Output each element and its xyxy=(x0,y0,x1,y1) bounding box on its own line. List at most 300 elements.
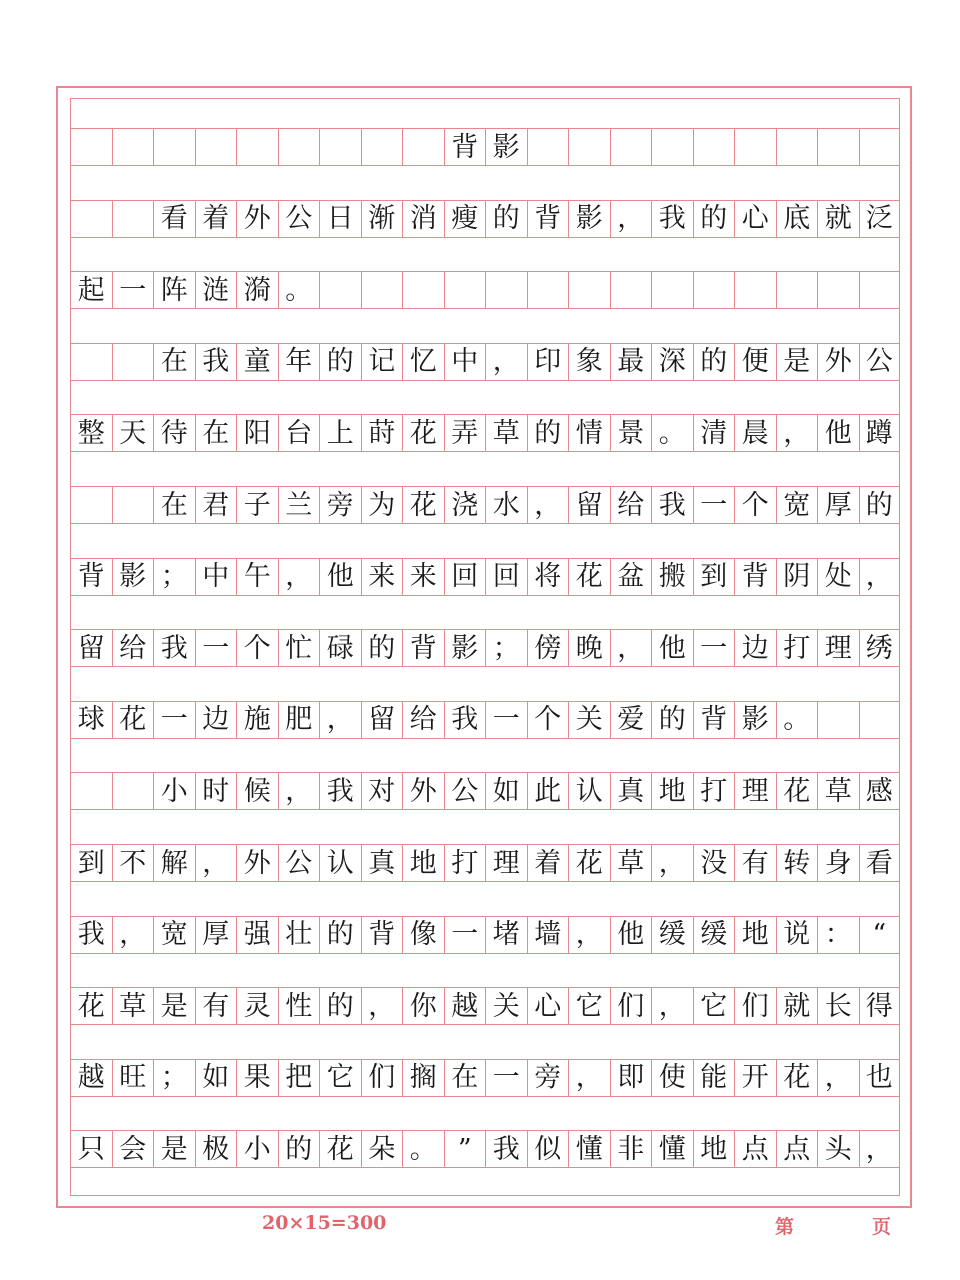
grid-cell: 花 xyxy=(568,558,610,596)
grid-cell: 童 xyxy=(236,343,278,381)
grid-cell: 能 xyxy=(693,1059,735,1097)
grid-cell: 蹲 xyxy=(859,414,901,452)
grid-cell: 便 xyxy=(734,343,776,381)
grid-cell xyxy=(70,772,112,810)
grid-cell: 我 xyxy=(651,200,693,238)
grid-cell: ， xyxy=(859,1130,901,1168)
grid-cell: 堵 xyxy=(485,916,527,954)
grid-cell: 性 xyxy=(278,987,320,1025)
grid-cell: 的 xyxy=(527,414,569,452)
grid-cell: 施 xyxy=(236,701,278,739)
grid-cell: 个 xyxy=(734,486,776,524)
grid-cell: 他 xyxy=(610,916,652,954)
grid-cell: 留 xyxy=(361,701,403,739)
grid-cell xyxy=(444,271,486,309)
grid-cell xyxy=(153,128,195,166)
grid-cell: 花 xyxy=(776,1059,818,1097)
grid-cell: ， xyxy=(568,916,610,954)
grid-cell: 宽 xyxy=(776,486,818,524)
grid-cell: 有 xyxy=(734,844,776,882)
grid-cell xyxy=(527,271,569,309)
grid-cell: 头 xyxy=(817,1130,859,1168)
grid-cell xyxy=(112,128,154,166)
grid-cell: 景 xyxy=(610,414,652,452)
grid-cell: ， xyxy=(610,200,652,238)
grid-cell: 外 xyxy=(402,772,444,810)
grid-cell: 他 xyxy=(651,629,693,667)
grid-cell: 打 xyxy=(776,629,818,667)
grid-cell: 影 xyxy=(485,128,527,166)
page-label-di: 第 xyxy=(775,1216,795,1238)
grid-cell: 花 xyxy=(402,414,444,452)
grid-cell: 地 xyxy=(651,772,693,810)
grid-cell: 缓 xyxy=(693,916,735,954)
grid-cell: 开 xyxy=(734,1059,776,1097)
grid-cell: 深 xyxy=(651,343,693,381)
grid-cell: 影 xyxy=(734,701,776,739)
grid-cell: 打 xyxy=(444,844,486,882)
grid-cell: 说 xyxy=(776,916,818,954)
grid-cell: 时 xyxy=(195,772,237,810)
grid-cell xyxy=(734,271,776,309)
grid-cell: 看 xyxy=(859,844,901,882)
grid-cell: 一 xyxy=(444,916,486,954)
grid-cell: 背 xyxy=(734,558,776,596)
grid-cell: 我 xyxy=(195,343,237,381)
grid-cell: 得 xyxy=(859,987,901,1025)
grid-cell: 到 xyxy=(693,558,735,596)
grid-cell xyxy=(568,271,610,309)
grid-cell xyxy=(70,128,112,166)
grid-cell: 背 xyxy=(444,128,486,166)
grid-row xyxy=(70,916,900,954)
grid-cell: ， xyxy=(651,987,693,1025)
grid-cell xyxy=(112,772,154,810)
grid-cell: 在 xyxy=(153,343,195,381)
grid-cell: 它 xyxy=(693,987,735,1025)
grid-cell xyxy=(70,200,112,238)
grid-cell: 草 xyxy=(485,414,527,452)
grid-cell: 小 xyxy=(236,1130,278,1168)
grid-cell: 只 xyxy=(70,1130,112,1168)
grid-cell: ； xyxy=(485,629,527,667)
grid-cell xyxy=(70,486,112,524)
grid-cell: 旁 xyxy=(527,1059,569,1097)
grid-cell: 朵 xyxy=(361,1130,403,1168)
grid-cell: 是 xyxy=(153,1130,195,1168)
grid-cell: 此 xyxy=(527,772,569,810)
grid-cell xyxy=(112,486,154,524)
grid-cell: 理 xyxy=(817,629,859,667)
grid-cell: 着 xyxy=(527,844,569,882)
grid-cell: 公 xyxy=(278,200,320,238)
grid-row xyxy=(70,1059,900,1097)
grid-cell: 理 xyxy=(485,844,527,882)
grid-cell: 个 xyxy=(527,701,569,739)
grid-cell: 背 xyxy=(402,629,444,667)
grid-cell: 缓 xyxy=(651,916,693,954)
grid-cell: 们 xyxy=(610,987,652,1025)
grid-cell: ； xyxy=(153,1059,195,1097)
grid-cell: 留 xyxy=(70,629,112,667)
grid-cell xyxy=(693,128,735,166)
grid-cell: 他 xyxy=(319,558,361,596)
grid-cell: ， xyxy=(278,772,320,810)
grid-cell: 公 xyxy=(444,772,486,810)
grid-cell: 给 xyxy=(112,629,154,667)
grid-cell: 转 xyxy=(776,844,818,882)
grid-cell: 心 xyxy=(527,987,569,1025)
grid-cell: 日 xyxy=(319,200,361,238)
grid-cell: 的 xyxy=(693,343,735,381)
grid-cell xyxy=(651,128,693,166)
grid-cell xyxy=(361,128,403,166)
grid-cell xyxy=(319,128,361,166)
grid-row xyxy=(70,271,900,309)
grid-cell xyxy=(651,271,693,309)
grid-cell: 阳 xyxy=(236,414,278,452)
grid-cell: 在 xyxy=(153,486,195,524)
grid-cell: 即 xyxy=(610,1059,652,1097)
grid-cell: ： xyxy=(817,916,859,954)
grid-cell: 子 xyxy=(236,486,278,524)
grid-cell: 地 xyxy=(734,916,776,954)
grid-cell: 我 xyxy=(444,701,486,739)
grid-cell xyxy=(776,128,818,166)
grid-cell: 越 xyxy=(444,987,486,1025)
grid-cell: 为 xyxy=(361,486,403,524)
grid-cell: 小 xyxy=(153,772,195,810)
grid-cell: 真 xyxy=(610,772,652,810)
grid-cell: 非 xyxy=(610,1130,652,1168)
grid-cell: 肥 xyxy=(278,701,320,739)
grid-cell: 灵 xyxy=(236,987,278,1025)
grid-cell: 们 xyxy=(734,987,776,1025)
grid-row xyxy=(70,343,900,381)
grid-cell: 台 xyxy=(278,414,320,452)
grid-cell: ” xyxy=(444,1130,486,1168)
grid-cell: 最 xyxy=(610,343,652,381)
grid-cell: 的 xyxy=(361,629,403,667)
grid-cell: 影 xyxy=(568,200,610,238)
grid-cell: 果 xyxy=(236,1059,278,1097)
grid-cell: ， xyxy=(278,558,320,596)
grid-cell: 消 xyxy=(402,200,444,238)
grid-cell: 记 xyxy=(361,343,403,381)
grid-cell xyxy=(817,701,859,739)
grid-cell: 厚 xyxy=(817,486,859,524)
grid-cell: 理 xyxy=(734,772,776,810)
grid-cell: 地 xyxy=(693,1130,735,1168)
grid-cell: 它 xyxy=(568,987,610,1025)
grid-cell: 情 xyxy=(568,414,610,452)
grid-cell: 极 xyxy=(195,1130,237,1168)
grid-cell: ， xyxy=(568,1059,610,1097)
grid-cell: 起 xyxy=(70,271,112,309)
grid-cell: 有 xyxy=(195,987,237,1025)
grid-cell: 一 xyxy=(153,701,195,739)
grid-cell: 如 xyxy=(485,772,527,810)
grid-cell: ， xyxy=(817,1059,859,1097)
grid-cell xyxy=(568,128,610,166)
grid-cell: 我 xyxy=(153,629,195,667)
grid-cell: ， xyxy=(859,558,901,596)
grid-cell: 中 xyxy=(195,558,237,596)
grid-cell: 宽 xyxy=(153,916,195,954)
grid-row xyxy=(70,844,900,882)
grid-cell: 草 xyxy=(610,844,652,882)
grid-cell: 底 xyxy=(776,200,818,238)
grid-cell: ， xyxy=(361,987,403,1025)
grid-row xyxy=(70,701,900,739)
grid-cell xyxy=(278,128,320,166)
grid-cell: ， xyxy=(610,629,652,667)
grid-cell: 旺 xyxy=(112,1059,154,1097)
grid-row xyxy=(70,128,900,166)
grid-cell: 也 xyxy=(859,1059,901,1097)
grid-cell: 绣 xyxy=(859,629,901,667)
grid-cell: 搬 xyxy=(651,558,693,596)
grid-cell xyxy=(859,701,901,739)
grid-cell: 回 xyxy=(444,558,486,596)
grid-cell: 涟 xyxy=(195,271,237,309)
grid-cell: 到 xyxy=(70,844,112,882)
grid-cell: 来 xyxy=(402,558,444,596)
grid-cell xyxy=(402,271,444,309)
grid-cell: 越 xyxy=(70,1059,112,1097)
grid-cell: ， xyxy=(776,414,818,452)
grid-cell: 回 xyxy=(485,558,527,596)
grid-cell: 上 xyxy=(319,414,361,452)
grid-cell: 他 xyxy=(817,414,859,452)
grid-cell: 。 xyxy=(651,414,693,452)
grid-cell: 外 xyxy=(817,343,859,381)
grid-cell: 晨 xyxy=(734,414,776,452)
grid-cell xyxy=(402,128,444,166)
grid-cell: 的 xyxy=(319,343,361,381)
grid-cell: 们 xyxy=(361,1059,403,1097)
grid-cell: “ xyxy=(859,916,901,954)
grid-cell: ， xyxy=(112,916,154,954)
grid-cell: 我 xyxy=(485,1130,527,1168)
grid-cell: 来 xyxy=(361,558,403,596)
grid-cell: 是 xyxy=(776,343,818,381)
grid-cell: 给 xyxy=(610,486,652,524)
grid-cell: 的 xyxy=(859,486,901,524)
grid-cell: 背 xyxy=(693,701,735,739)
grid-cell: 个 xyxy=(236,629,278,667)
grid-cell: 在 xyxy=(444,1059,486,1097)
grid-cell: 外 xyxy=(236,200,278,238)
grid-cell: 午 xyxy=(236,558,278,596)
grid-cell: 。 xyxy=(278,271,320,309)
grid-cell: 不 xyxy=(112,844,154,882)
grid-cell: 搁 xyxy=(402,1059,444,1097)
grid-cell: 背 xyxy=(527,200,569,238)
grid-cell: 给 xyxy=(402,701,444,739)
grid-cell: 背 xyxy=(70,558,112,596)
grid-cell: 旁 xyxy=(319,486,361,524)
grid-cell: 泛 xyxy=(859,200,901,238)
grid-cell: 点 xyxy=(776,1130,818,1168)
page-label-ye: 页 xyxy=(872,1216,892,1238)
grid-cell: 莳 xyxy=(361,414,403,452)
grid-cell: 爱 xyxy=(610,701,652,739)
grid-cell: 水 xyxy=(485,486,527,524)
grid-cell: 影 xyxy=(444,629,486,667)
grid-cell: 认 xyxy=(568,772,610,810)
grid-cell: 没 xyxy=(693,844,735,882)
grid-cell xyxy=(610,128,652,166)
grid-cell: 的 xyxy=(319,987,361,1025)
grid-cell: 花 xyxy=(112,701,154,739)
grid-cell: 就 xyxy=(776,987,818,1025)
grid-cell: 草 xyxy=(112,987,154,1025)
grid-cell: 长 xyxy=(817,987,859,1025)
grid-cell: 对 xyxy=(361,772,403,810)
grid-cell: ， xyxy=(195,844,237,882)
grid-cell: 壮 xyxy=(278,916,320,954)
grid-cell: 使 xyxy=(651,1059,693,1097)
grid-cell: 解 xyxy=(153,844,195,882)
grid-cell: 瘦 xyxy=(444,200,486,238)
grid-cell: 地 xyxy=(402,844,444,882)
grid-cell: 留 xyxy=(568,486,610,524)
grid-cell: 像 xyxy=(402,916,444,954)
grid-cell: 背 xyxy=(361,916,403,954)
grid-cell: 一 xyxy=(693,486,735,524)
grid-cell: 忙 xyxy=(278,629,320,667)
grid-cell: 影 xyxy=(112,558,154,596)
grid-cell: 年 xyxy=(278,343,320,381)
grid-cell: 的 xyxy=(485,200,527,238)
grid-cell: 天 xyxy=(112,414,154,452)
grid-cell: 似 xyxy=(527,1130,569,1168)
grid-cell: 的 xyxy=(651,701,693,739)
grid-cell: 。 xyxy=(776,701,818,739)
grid-cell: 花 xyxy=(776,772,818,810)
grid-cell: 碌 xyxy=(319,629,361,667)
grid-cell xyxy=(319,271,361,309)
grid-row xyxy=(70,772,900,810)
grid-cell: 阴 xyxy=(776,558,818,596)
grid-cell: 清 xyxy=(693,414,735,452)
grid-row xyxy=(70,486,900,524)
grid-cell: 草 xyxy=(817,772,859,810)
grid-count-label: 20×15=300 xyxy=(262,1212,387,1234)
grid-cell: 看 xyxy=(153,200,195,238)
grid-cell: 渐 xyxy=(361,200,403,238)
grid-cell: 我 xyxy=(319,772,361,810)
grid-cell: 将 xyxy=(527,558,569,596)
grid-cell: 一 xyxy=(195,629,237,667)
grid-cell xyxy=(527,128,569,166)
grid-cell: 感 xyxy=(859,772,901,810)
grid-cell xyxy=(70,343,112,381)
grid-cell: 花 xyxy=(568,844,610,882)
grid-cell: 打 xyxy=(693,772,735,810)
grid-cell: 球 xyxy=(70,701,112,739)
grid-cell xyxy=(610,271,652,309)
grid-cell: 心 xyxy=(734,200,776,238)
grid-cell: 忆 xyxy=(402,343,444,381)
grid-cell: 是 xyxy=(153,987,195,1025)
grid-cell: 身 xyxy=(817,844,859,882)
grid-cell: ， xyxy=(651,844,693,882)
grid-cell: 强 xyxy=(236,916,278,954)
grid-cell: 的 xyxy=(278,1130,320,1168)
grid-cell xyxy=(195,128,237,166)
grid-cell: 阵 xyxy=(153,271,195,309)
grid-cell: 花 xyxy=(402,486,444,524)
grid-cell: 真 xyxy=(361,844,403,882)
grid-cell: 一 xyxy=(485,1059,527,1097)
grid-cell: 公 xyxy=(859,343,901,381)
grid-cell: 它 xyxy=(319,1059,361,1097)
grid-cell: ， xyxy=(485,343,527,381)
grid-cell xyxy=(236,128,278,166)
grid-cell: 弄 xyxy=(444,414,486,452)
grid-cell: 的 xyxy=(693,200,735,238)
grid-cell: 浇 xyxy=(444,486,486,524)
grid-cell: 晚 xyxy=(568,629,610,667)
grid-cell: 象 xyxy=(568,343,610,381)
grid-cell: 印 xyxy=(527,343,569,381)
grid-cell: ， xyxy=(527,486,569,524)
grid-cell: 傍 xyxy=(527,629,569,667)
grid-cell: 墙 xyxy=(527,916,569,954)
grid-cell xyxy=(361,271,403,309)
grid-cell xyxy=(859,128,901,166)
grid-cell: 在 xyxy=(195,414,237,452)
grid-cell: 处 xyxy=(817,558,859,596)
grid-row xyxy=(70,1130,900,1168)
grid-cell: 我 xyxy=(651,486,693,524)
grid-cell: 外 xyxy=(236,844,278,882)
grid-cell: 我 xyxy=(70,916,112,954)
grid-cell: 边 xyxy=(734,629,776,667)
grid-cell: 候 xyxy=(236,772,278,810)
grid-cell: 一 xyxy=(693,629,735,667)
grid-cell: 着 xyxy=(195,200,237,238)
grid-cell: 懂 xyxy=(568,1130,610,1168)
grid-cell: 懂 xyxy=(651,1130,693,1168)
grid-cell: 关 xyxy=(568,701,610,739)
grid-cell: 把 xyxy=(278,1059,320,1097)
grid-cell: 就 xyxy=(817,200,859,238)
grid-cell xyxy=(734,128,776,166)
grid-cell: 点 xyxy=(734,1130,776,1168)
grid-cell: 认 xyxy=(319,844,361,882)
grid-cell: 厚 xyxy=(195,916,237,954)
grid-cell: 公 xyxy=(278,844,320,882)
grid-cell: 你 xyxy=(402,987,444,1025)
grid-row xyxy=(70,629,900,667)
grid-cell xyxy=(817,271,859,309)
grid-cell xyxy=(112,343,154,381)
grid-cell: 花 xyxy=(70,987,112,1025)
grid-cell: 待 xyxy=(153,414,195,452)
grid-cell: ， xyxy=(319,701,361,739)
grid-cell: 一 xyxy=(112,271,154,309)
grid-row xyxy=(70,200,900,238)
grid-row xyxy=(70,987,900,1025)
grid-cell xyxy=(485,271,527,309)
grid-row xyxy=(70,558,900,596)
grid-cell: 君 xyxy=(195,486,237,524)
grid-row xyxy=(70,414,900,452)
grid-cell: 如 xyxy=(195,1059,237,1097)
